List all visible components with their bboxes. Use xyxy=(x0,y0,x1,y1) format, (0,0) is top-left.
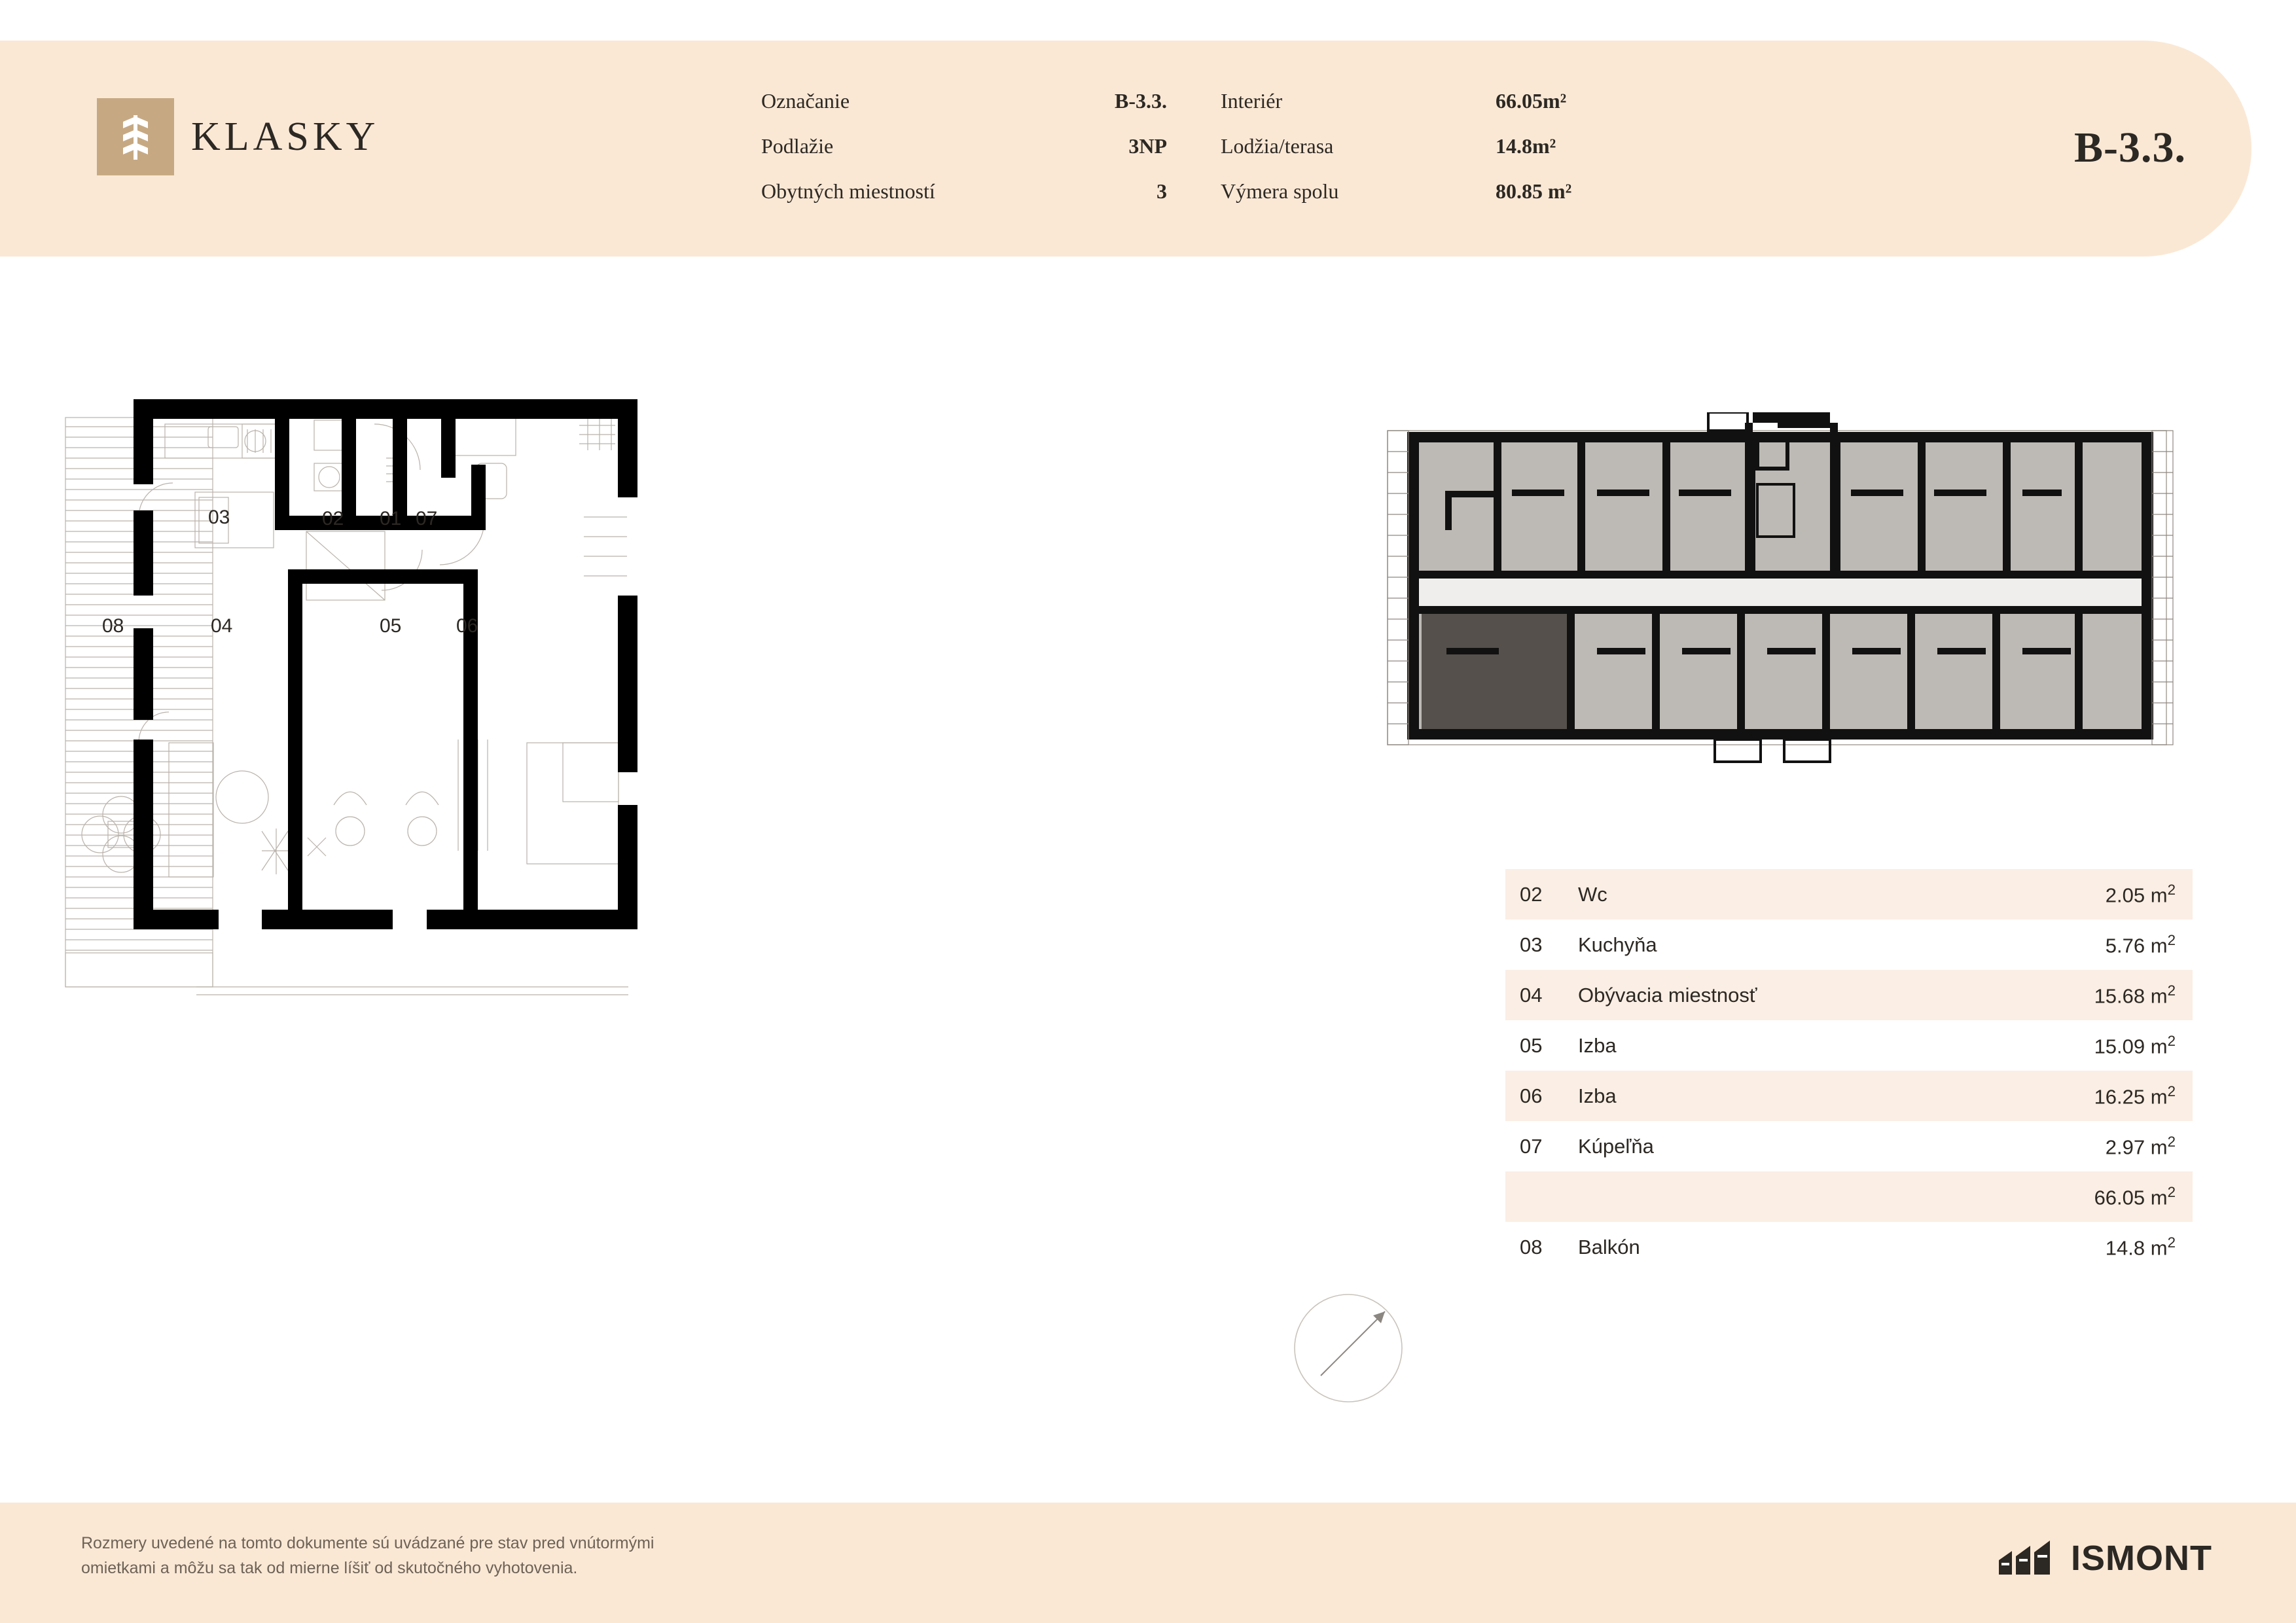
brand-logo xyxy=(97,98,379,175)
row-number: 06 xyxy=(1520,1084,1543,1107)
table-row xyxy=(1505,1020,2193,1071)
spec-label: Interiér xyxy=(1221,89,1283,113)
row-name: Izba xyxy=(1578,1033,1617,1057)
row-area: 15.68 $m^2$ xyxy=(2094,982,2176,1008)
spec-label: Výmera spolu xyxy=(1221,179,1339,203)
spec-row xyxy=(1221,89,1607,134)
spec-label: Označanie xyxy=(761,89,850,113)
spec-value: 14.8m² xyxy=(1496,134,1556,158)
spec-row xyxy=(1221,134,1607,179)
row-area: 14.8 $m^2$ xyxy=(2105,1234,2176,1260)
row-name: Kúpeľňa xyxy=(1578,1134,1654,1158)
table-row xyxy=(1505,1222,2193,1272)
row-number: 03 xyxy=(1520,933,1543,956)
spec-value: 80.85 m² xyxy=(1496,179,1572,203)
table-row xyxy=(1505,869,2193,919)
row-number: 04 xyxy=(1520,983,1543,1007)
room-marker-01: 01 xyxy=(380,508,402,529)
spec-value: 3 xyxy=(1157,179,1167,203)
row-area: 2.05 $m^2$ xyxy=(2105,881,2176,907)
room-marker-04: 04 xyxy=(211,615,233,637)
row-area: 2.97 $m^2$ xyxy=(2105,1133,2176,1159)
row-name xyxy=(1577,1171,1975,1222)
table-row-total xyxy=(1505,1171,2193,1222)
row-area: 16.25 $m^2$ xyxy=(2094,1082,2176,1109)
table-row xyxy=(1505,919,2193,970)
spec-row xyxy=(761,134,1167,179)
room-marker-06: 06 xyxy=(456,615,478,637)
row-number: 05 xyxy=(1520,1033,1543,1057)
table-row xyxy=(1505,1121,2193,1171)
footer-disclaimer-line2: omietkami a môžu sa tak od mierne líšiť od skutočného vyhotovenia. xyxy=(81,1558,578,1577)
row-area: 5.76 $m^2$ xyxy=(2105,931,2176,957)
row-name: Balkón xyxy=(1578,1235,1640,1258)
row-area: 15.09 $m^2$ xyxy=(2094,1032,2176,1058)
key-plan xyxy=(1381,412,2179,782)
footer-disclaimer xyxy=(81,1531,654,1580)
footer-disclaimer-line1: Rozmery uvedené na tomto dokumente sú uvádzané pre stav pred vnútormými xyxy=(81,1534,655,1552)
room-marker-07: 07 xyxy=(416,508,438,529)
spec-row xyxy=(761,179,1167,224)
row-name: Kuchyňa xyxy=(1578,933,1657,956)
row-name: Izba xyxy=(1578,1084,1617,1107)
row-number: 08 xyxy=(1520,1235,1543,1258)
spec-row xyxy=(1221,179,1607,224)
brand-name: KLASKY xyxy=(191,114,380,159)
row-number: 07 xyxy=(1520,1134,1543,1158)
spec-value: 66.05m² xyxy=(1496,89,1567,113)
spec-row xyxy=(761,89,1167,134)
spec-column-right xyxy=(1221,89,1607,224)
wheat-icon xyxy=(97,98,174,175)
ismont-logo xyxy=(1998,1537,2212,1579)
spec-label: Podlažie xyxy=(761,134,834,158)
row-number: 02 xyxy=(1520,882,1543,906)
room-area-table xyxy=(1505,869,2193,1272)
unit-code: B-3.3. xyxy=(2074,124,2186,171)
row-name: Wc xyxy=(1578,882,1607,906)
table-row xyxy=(1505,970,2193,1020)
room-marker-03: 03 xyxy=(208,507,230,528)
spec-column-left xyxy=(761,89,1167,224)
building-icon xyxy=(1998,1537,2060,1579)
compass-north-icon xyxy=(1283,1283,1414,1417)
company-name: ISMONT xyxy=(2071,1538,2212,1578)
room-marker-05: 05 xyxy=(380,615,402,637)
room-marker-02: 02 xyxy=(322,508,344,529)
floor-plan xyxy=(39,386,1191,1044)
row-area: 66.05 $m^2$ xyxy=(2094,1183,2176,1209)
spec-value: B-3.3. xyxy=(1115,89,1167,113)
spec-value: 3NP xyxy=(1128,134,1167,158)
spec-label: Obytných miestností xyxy=(761,179,935,203)
row-number xyxy=(1505,1171,1577,1222)
room-marker-08: 08 xyxy=(102,615,124,637)
spec-label: Lodžia/terasa xyxy=(1221,134,1334,158)
table-row xyxy=(1505,1071,2193,1121)
row-name: Obývacia miestnosť xyxy=(1578,983,1757,1007)
